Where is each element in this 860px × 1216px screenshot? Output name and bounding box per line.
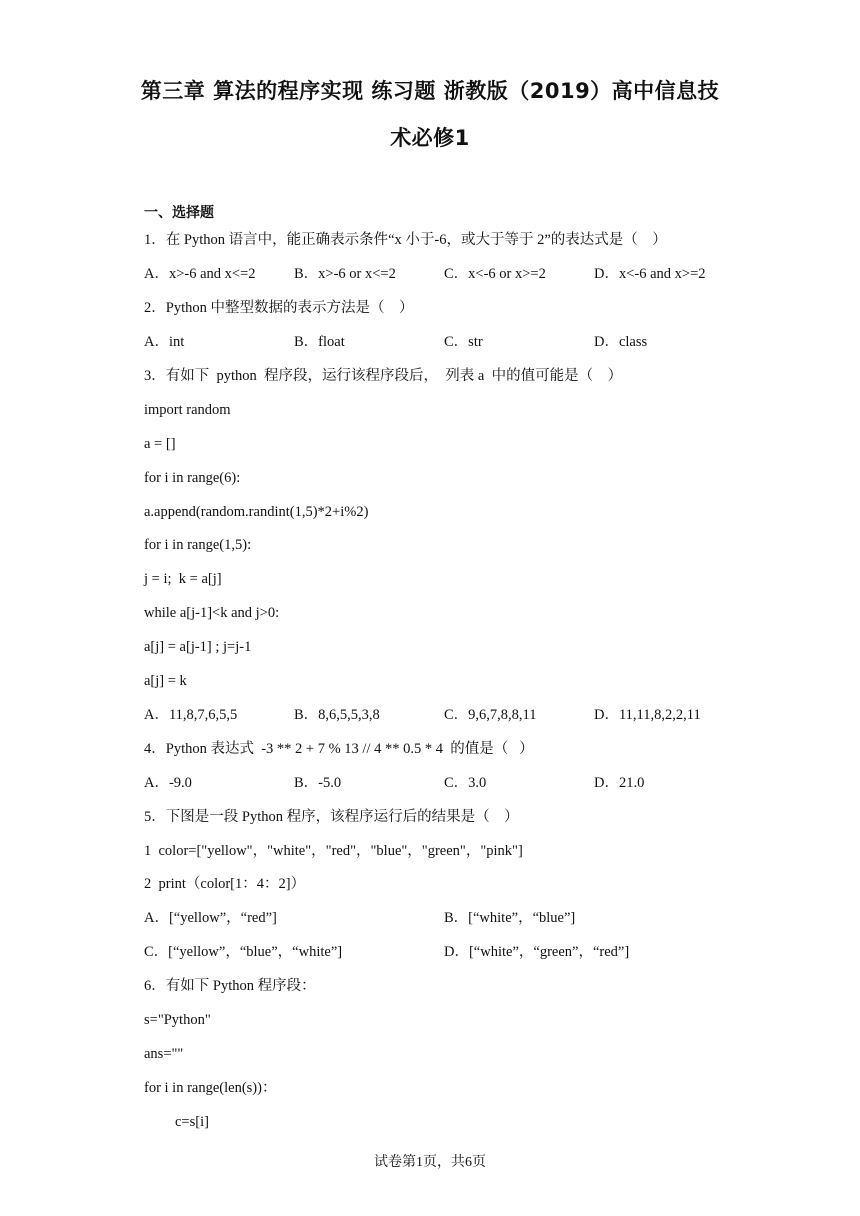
q3-code-line: a = [] [144,436,176,452]
q4-option-d: D．21.0 [594,775,645,791]
q6-stem: 6．有如下 Python 程序段： [144,978,316,994]
q6-code-line: s="Python" [144,1012,211,1028]
q2-option-b: B．float [294,334,345,350]
page-footer: 试卷第1页，共6页 [374,1155,486,1170]
q2-option-a: A．int [144,334,185,350]
q3-code-line: a[j] = k [144,673,187,689]
q1-option-b: B．x>-6 or x<=2 [294,266,396,282]
q2-stem: 2．Python 中整型数据的表示方法是（ ） [144,300,414,316]
q5-code-line: 2 print（color[1：4：2]） [144,876,306,892]
section-heading: 一、选择题 [144,205,214,221]
q1-option-a: A．x>-6 and x<=2 [144,266,256,282]
q5-code-line: 1 color=["yellow"，"white"，"red"，"blue"，"green"，"pink"] [144,843,523,859]
q6-code-line: for i in range(len(s))： [144,1080,277,1096]
q6-code-line: c=s[i] [175,1114,209,1130]
q2-option-d: D．class [594,334,648,350]
q3-code-line: import random [144,402,231,418]
q4-option-a: A．-9.0 [144,775,192,791]
q6-code-line: ans="" [144,1046,184,1062]
q1-option-c: C．x<-6 or x>=2 [444,266,546,282]
q4-stem: 4．Python 表达式 -3 ** 2 + 7 % 13 // 4 ** 0.5 * 4 的值是（ ） [144,741,534,757]
q3-stem: 3．有如下 python 程序段，运行该程序段后， 列表 a 中的值可能是（ ） [144,368,623,384]
q2-option-c: C．str [444,334,483,350]
q1-stem: 1．在 Python 语言中，能正确表示条件“x 小于-6，或大于等于 2”的表达式是（ ） [144,232,667,248]
q4-option-c: C．3.0 [444,775,487,791]
q3-code-line: a.append(random.randint(1,5)*2+i%2) [144,504,369,520]
q5-option-c: C．[“yellow”，“blue”，“white”] [144,944,343,960]
q5-stem: 5．下图是一段 Python 程序，该程序运行后的结果是（ ） [144,809,519,825]
q5-option-d: D．[“white”，“green”，“red”] [444,944,630,960]
document-title-line1: 第三章 算法的程序实现 练习题 浙教版（2019）高中信息技 [140,79,720,103]
q3-code-line: for i in range(6): [144,470,241,486]
q3-option-d: D．11,11,8,2,2,11 [594,707,701,723]
q3-code-line: j = i; k = a[j] [144,571,222,587]
document-title-line2: 术必修1 [390,126,470,150]
q4-option-b: B．-5.0 [294,775,342,791]
q3-code-line: for i in range(1,5): [144,537,252,553]
q3-option-b: B．8,6,5,5,3,8 [294,707,380,723]
q3-code-line: while a[j-1]<k and j>0: [144,605,280,621]
q3-option-a: A．11,8,7,6,5,5 [144,707,238,723]
q1-option-d: D．x<-6 and x>=2 [594,266,706,282]
q3-option-c: C．9,6,7,8,8,11 [444,707,537,723]
q3-code-line: a[j] = a[j-1] ; j=j-1 [144,639,252,655]
q5-option-a: A．[“yellow”，“red”] [144,910,277,926]
q5-option-b: B．[“white”，“blue”] [444,910,576,926]
